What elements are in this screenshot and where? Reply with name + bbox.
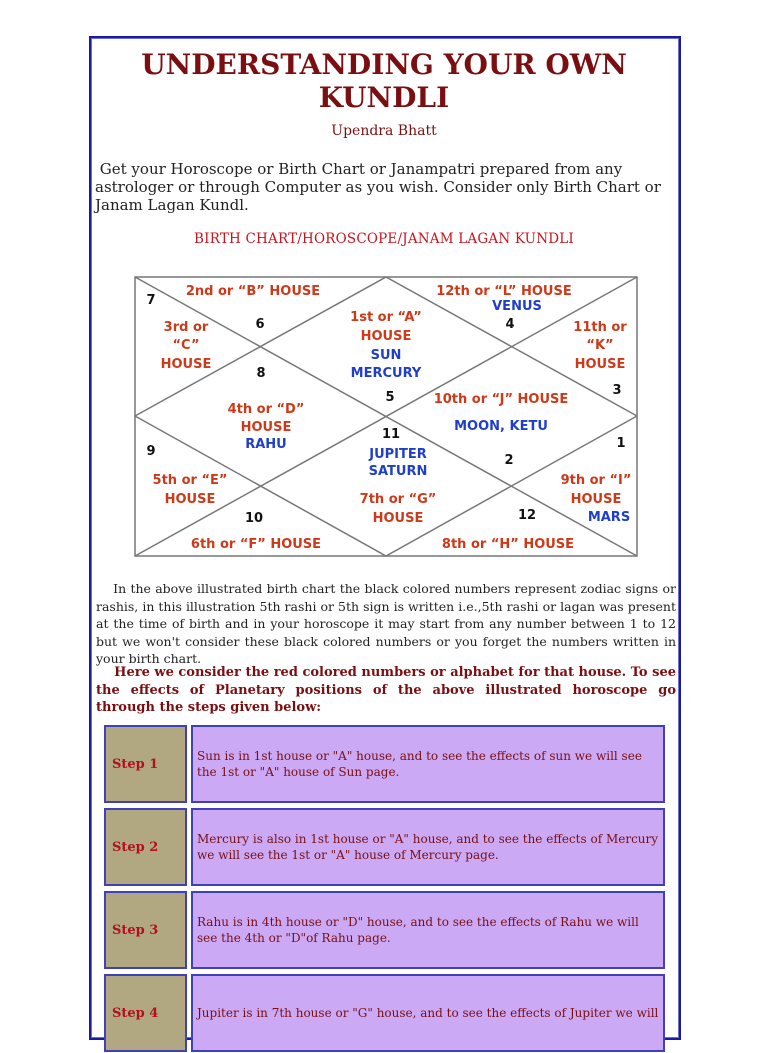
house-6-label: 6th or “F” HOUSE (190, 537, 322, 552)
house-10-planets: MOON, KETU (454, 419, 548, 434)
house-4-label-line2: HOUSE (240, 420, 292, 435)
step-text: Sun is in 1st house or "A" house, and to see the effects of sun we will see the 1st or "A" house of Sun page. (191, 725, 665, 803)
sign-number: 12 (517, 508, 537, 523)
house-12-planets: VENUS (492, 299, 542, 314)
step-row (101, 887, 669, 965)
sign-number: 7 (146, 293, 156, 308)
sign-number: 11 (381, 427, 401, 442)
house-1-planet-sun: SUN (370, 348, 402, 363)
explanation-text: In the above illustrated birth chart the black colored numbers represent zodiac signs or rashis, in this illustration 5th rashi or 5th sign is written i.e.,5th rashi or lagan was present at the time of birth and in your horoscope it may start from any number between 1 to 12 but we won't consider these black colored numbers or you forget the numbers written in your birth chart. (96, 581, 676, 666)
steps-table (101, 721, 669, 1053)
sign-number: 6 (255, 317, 265, 332)
house-3-label-line3: HOUSE (160, 357, 212, 372)
sign-number: 4 (505, 317, 515, 332)
house-9-label-line2: HOUSE (570, 492, 622, 507)
house-9-label-line1: 9th or “I” (560, 473, 632, 488)
house-7-label-line1: 7th or “G” (359, 492, 437, 507)
house-3-label-line2: “C” (172, 338, 200, 353)
house-1-label-line2: HOUSE (360, 329, 412, 344)
page-title: UNDERSTANDING YOUR OWN KUNDLI (141, 48, 627, 114)
step-label: Step 4 (104, 974, 187, 1052)
sign-number: 8 (256, 366, 266, 381)
sign-number: 10 (244, 511, 264, 526)
step-text: Jupiter is in 7th house or "G" house, and to see the effects of Jupiter we will (191, 974, 665, 1052)
instructions-paragraph (96, 664, 676, 717)
kundli-chart (134, 276, 638, 557)
house-11-label-line3: HOUSE (574, 357, 626, 372)
step-row (101, 804, 669, 882)
house-5-label-line1: 5th or “E” (152, 473, 228, 488)
sign-number: 3 (612, 383, 622, 398)
intro-paragraph (95, 160, 675, 214)
house-1-planet-mercury: MERCURY (350, 366, 422, 381)
house-3-label-line1: 3rd or (163, 320, 209, 335)
house-9-planets: MARS (587, 510, 631, 525)
chart-heading: BIRTH CHART/HOROSCOPE/JANAM LAGAN KUNDLI (194, 231, 574, 247)
house-10-label: 10th or “J” HOUSE (433, 392, 569, 407)
sign-number: 9 (146, 444, 156, 459)
step-text: Mercury is also in 1st house or "A" house, and to see the effects of Mercury we will see the 1st or "A" house of Mercury page. (191, 808, 665, 886)
author-name: Upendra Bhatt (331, 123, 437, 139)
step-label: Step 1 (104, 725, 187, 803)
house-5-label-line2: HOUSE (164, 492, 216, 507)
instructions-text: Here we consider the red colored numbers or alphabet for that house. To see the effects of Planetary positions of the above illustrated horoscope go through the steps given below: (96, 665, 676, 715)
sign-number: 2 (504, 453, 514, 468)
step-row (101, 721, 669, 799)
house-7-label-line2: HOUSE (372, 511, 424, 526)
step-row (101, 970, 669, 1048)
step-label: Step 3 (104, 891, 187, 969)
house-1-label-line1: 1st or “A” (350, 310, 422, 325)
house-11-label-line2: “K” (586, 338, 614, 353)
step-text: Rahu is in 4th house or "D" house, and to see the effects of Rahu we will see the 4th or "D"of Rahu page. (191, 891, 665, 969)
house-4-planets: RAHU (245, 437, 287, 452)
intro-text: Get your Horoscope or Birth Chart or Janampatri prepared from any astrologer or through Computer as you wish. Consider only Birth Chart or Janam Lagan Kundl. (95, 160, 661, 214)
house-7-planet-saturn: SATURN (368, 464, 428, 479)
house-4-label-line1: 4th or “D” (227, 402, 305, 417)
sign-number: 1 (616, 436, 626, 451)
sign-number: 5 (385, 390, 395, 405)
house-2-label: 2nd or “B” HOUSE (185, 284, 321, 299)
explanation-paragraph (96, 580, 676, 668)
step-label: Step 2 (104, 808, 187, 886)
house-12-label: 12th or “L” HOUSE (436, 284, 572, 299)
house-8-label: 8th or “H” HOUSE (441, 537, 575, 552)
house-7-planet-jupiter: JUPITER (369, 447, 427, 462)
house-11-label-line1: 11th or (573, 320, 627, 335)
